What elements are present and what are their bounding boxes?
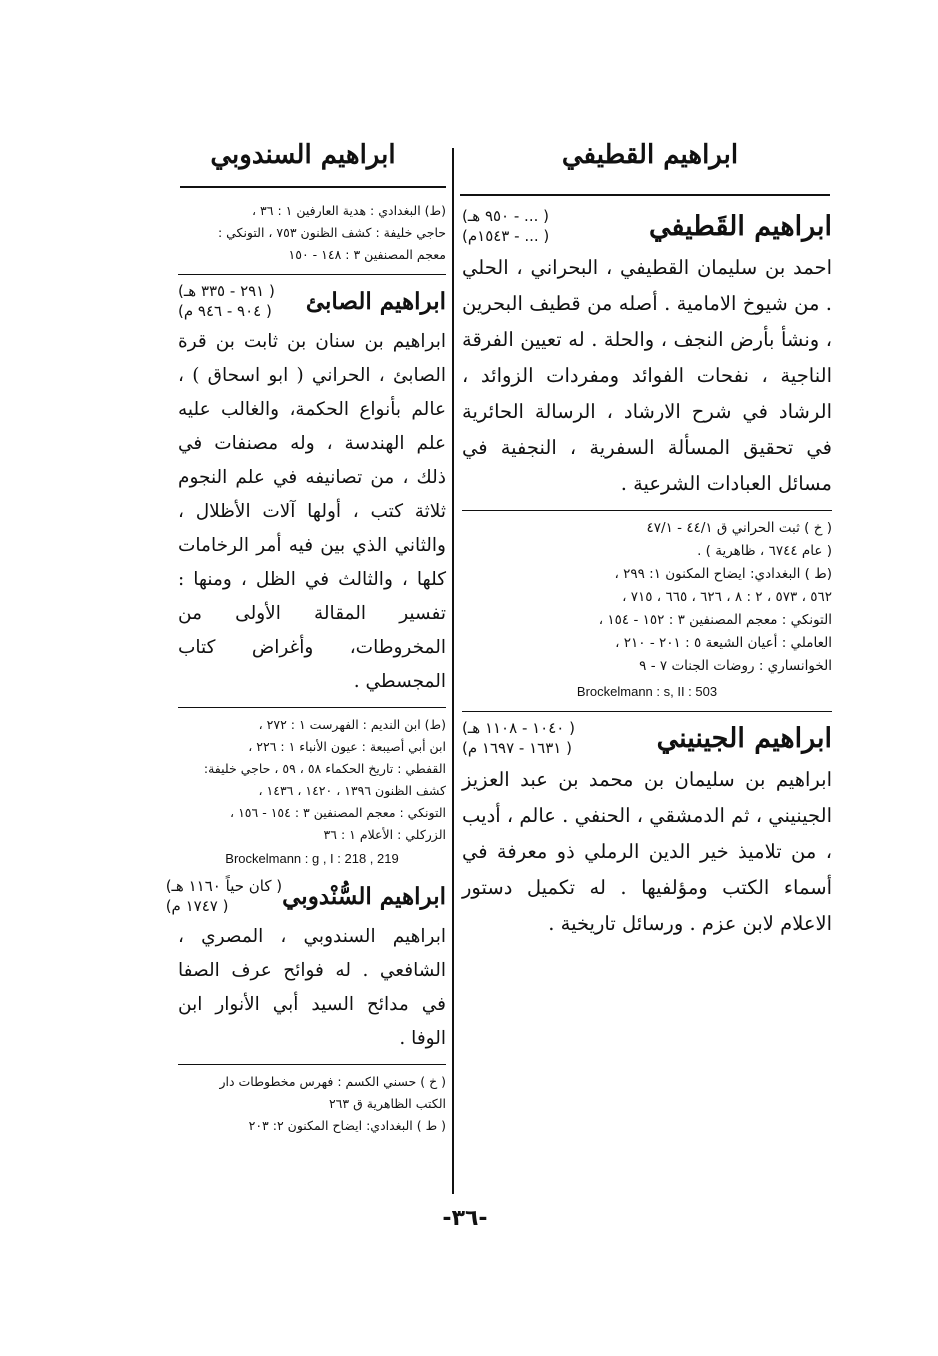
header-rule-right (460, 194, 830, 196)
entry-name: ابراهيم السُّنْدوبي (282, 882, 446, 910)
running-header-left: ابراهيم السندوبي (210, 140, 396, 170)
section-rule (462, 510, 832, 511)
entry-heading-qatifi (462, 206, 832, 246)
entry-name: ابراهيم الصابئ (305, 287, 446, 315)
entry-heading-jinini (462, 718, 832, 758)
entry-references: ( خ ) ثبت الحراني ق ٤٤/١ - ٤٧/١ ( عام ٦٧٤٤ ، ظاهرية ) . (ط ) البغدادي: ايضاح المكنون ١: ٢٩٩ ، ٥٦٢ ، ٥٧٣ ، ٢ : ٨ ، ٦٢٦ ، ٦٦٥ ، ٧١٥ ، التونكي : معجم المصنفين ٣ : ١٥٢ - ١٥٤ ، العاملي : أعيان الشيعة ٥ : ٢٠١ - ٢١٠ ، الخوانساري : روضات الجنات ٧ - ٩ Brockelmann : s, II : 503 (462, 517, 832, 703)
entry-name: ابراهيم الجينيني (656, 722, 832, 754)
entry-biography: ابراهيم السندوبي ، المصري ، الشافعي . له فوائح عرف الصفا في مدائح السيد أبي الأنوار ابن الوفا . (178, 926, 446, 1049)
right-column (462, 200, 832, 942)
entry-name: ابراهيم القَطيفي (648, 210, 832, 242)
section-rule (462, 711, 832, 712)
entry-dates: ( كان حياً ١١٦٠ هـ) ( ١٧٤٧ م) (165, 877, 283, 915)
left-column (165, 196, 446, 1137)
column-divider (452, 148, 454, 1194)
header-rule-left (180, 186, 446, 188)
entry-dates: ( ٢٩١ - ٣٣٥ هـ) ( ٩٠٤ - ٩٤٦ م) (178, 282, 275, 320)
entry-dates: ( ١٠٤٠ - ١١٠٨ هـ) ( ١٦٣١ - ١٦٩٧ م) (462, 719, 575, 757)
entry-heading-sanduubi (165, 876, 446, 916)
entry-biography: ابراهيم بن سليمان بن محمد بن عبد العزيز الجينيني ، ثم الدمشقي ، الحنفي . عالم ، أديب ، من تلاميذ خير الدين الرملي ذو معرفة في أسماء الكتب ومؤلفيها . له تكميل دستور الاعلام لابن عزم . ورسائل تاريخية . (462, 768, 832, 935)
entry-references: ( خ ) حسني الكسم : فهرس مخطوطات دار الكتب الظاهرية ق ٢٦٣ ( ط ) البغدادي: ايضاح المكنون ٢: ٢٠٣ (219, 1074, 446, 1133)
section-rule (178, 274, 446, 275)
entry-dates: ( ... - ٩٥٠ هـ) ( ... - ١٥٤٣م) (462, 207, 550, 245)
entry-biography: احمد بن سليمان القطيفي ، البحراني ، الحلي . من شيوخ الامامية . أصله من قطيف البحرين ، ونشأ بأرض النجف ، والحلة . له تعيين الفرقة الناجية ، نفحات الفوائد ومفردات الزوائد ، الرشاد في شرح الارشاد ، الرسالة الحائرية في تحقيق المسألة السفرية ، النجفية في مسائل العبادات الشرعية . (462, 256, 832, 495)
running-header-right: ابراهيم القطيفي (561, 140, 739, 170)
section-rule (178, 707, 446, 708)
entry-biography: ابراهيم بن سنان بن ثابت بن قرة الصابئ ، الحراني ( ابو اسحاق ) ، عالم بأنواع الحكمة، والغالب عليه علم الهندسة ، وله مصنفات في ذلك ، من تصانيفه في علم النجوم ثلاثة كتب ، أولها آلات الأظلال ، والثاني الذي بين فيه أمر الرخامات كلها ، والثالث في الظل ، ومنها : تفسير المقالة الأولى من المخروطات، وأغراض كتاب المجسطي . (178, 331, 446, 692)
latin-reference: Brockelmann : s, II : 503 (576, 684, 718, 699)
latin-reference: Brockelmann : g , I : 218 , 219 (225, 851, 399, 866)
section-rule (178, 1064, 446, 1065)
entry-references: (ط) ابن النديم : الفهرست ١ : ٢٧٢ ، ابن أبي أصيبعة : عيون الأنباء ١ : ٢٢٦ ، القفطي : تاريخ الحكماء ٥٨ ، ٥٩ ، حاجي خليفة: كشف الظنون ١٣٩٦ ، ١٤٢٠ ، ١٤٣٦ ، التونكي : معجم المصنفين ٣ : ١٥٤ - ١٥٦ ، الزركلي : الأعلام ١ : ٣٦ Brockelmann : g , I : 218 , 219 (178, 714, 446, 870)
entry-heading-sabi (178, 281, 446, 321)
continued-references: (ط) البغدادي : هدية العارفين ١ : ٣٦ ، حاجي خليفة : كشف الظنون ٧٥٣ ، التونكي : معجم المصنفين ٣ : ١٤٨ - ١٥٠ (217, 203, 446, 262)
page-number: -٣٦- (442, 1206, 488, 1231)
